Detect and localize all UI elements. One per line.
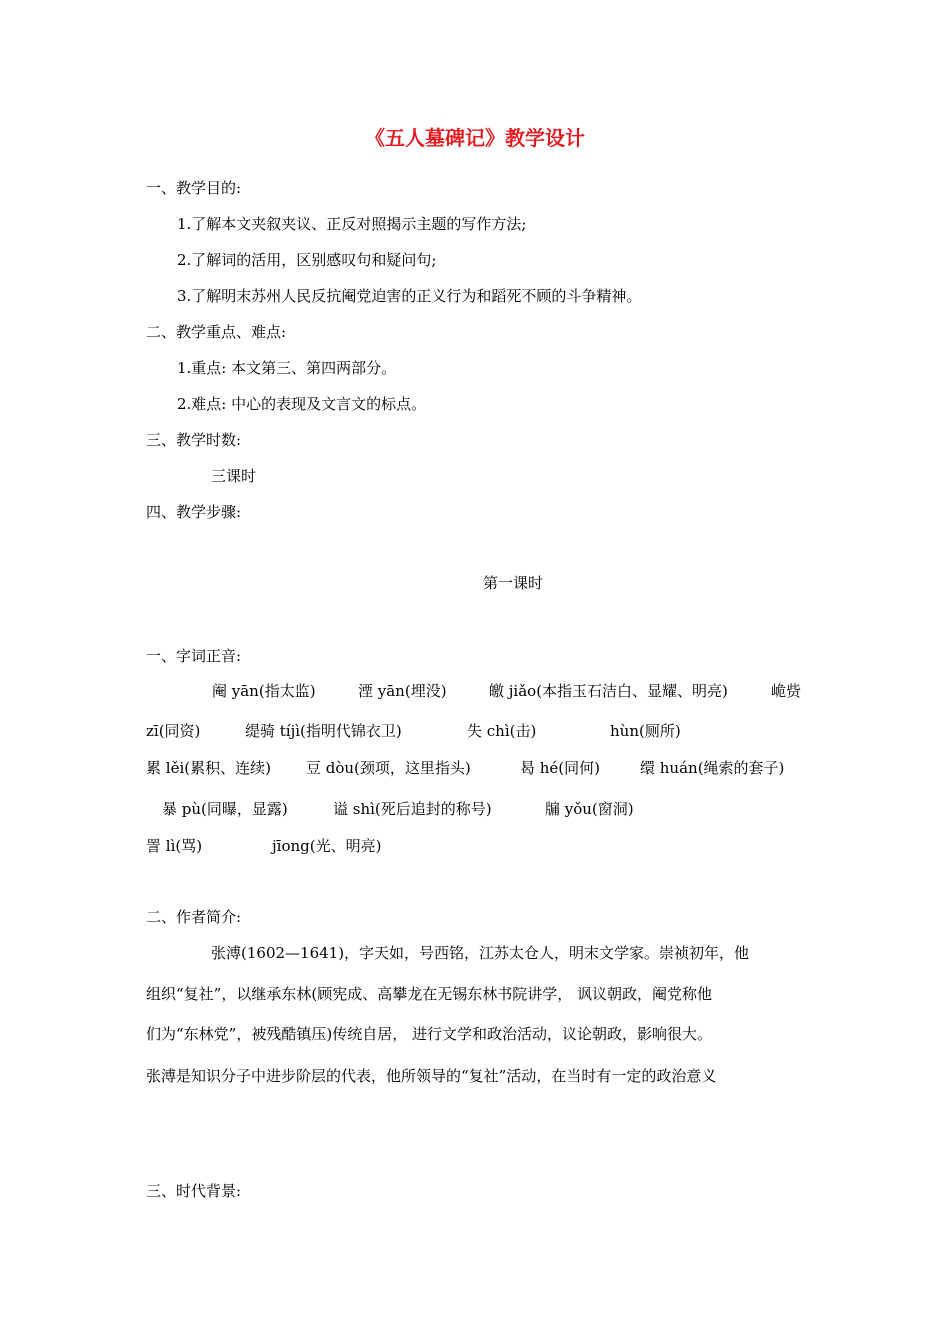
vocab-entry: 湮 yān(埋没) bbox=[358, 682, 447, 700]
background-heading: 三、时代背景: bbox=[146, 1182, 242, 1200]
section-heading-keypoints: 二、教学重点、难点: bbox=[146, 323, 287, 341]
vocab-entry: zī(同资) bbox=[146, 722, 201, 740]
vocab-entry: 皦 jiǎo(本指玉石洁白、显耀、明亮) bbox=[489, 682, 728, 700]
lesson-title: 第一课时 bbox=[482, 574, 543, 592]
hours-value: 三课时 bbox=[211, 467, 257, 485]
author-paragraph-line: 张溥是知识分子中进步阶层的代表，他所领导的“复社”活动，在当时有一定的政治意义 bbox=[146, 1067, 717, 1085]
page-title: 《五人墓碑记》教学设计 bbox=[365, 126, 585, 150]
author-paragraph-line: 组织“复社”，以继承东林(顾宪成、高攀龙在无锡东林书院讲学， 讽议朝政，阉党称他 bbox=[146, 985, 712, 1003]
objective-item: 1.了解本文夹叙夹议、正反对照揭示主题的写作方法; bbox=[177, 215, 527, 233]
author-heading: 二、作者简介: bbox=[146, 908, 242, 926]
vocab-entry: 失 chì(击) bbox=[467, 722, 537, 740]
vocab-entry: 曷 hé(同何) bbox=[520, 759, 601, 777]
vocab-entry: 缇骑 tíjì(指明代锦衣卫) bbox=[245, 722, 402, 740]
objective-item: 3.了解明末苏州人民反抗阉党迫害的正义行为和蹈死不顾的斗争精神。 bbox=[177, 287, 642, 305]
vocab-entry: 阉 yān(指太监) bbox=[212, 682, 316, 700]
author-paragraph-line: 张溥(1602—1641)，字天如，号西铭，江苏太仓人，明末文学家。崇祯初年，他 bbox=[211, 944, 750, 962]
vocab-entry: 谥 shì(死后追封的称号) bbox=[333, 800, 492, 818]
keypoint-item: 1.重点: 本文第三、第四两部分。 bbox=[177, 359, 397, 377]
vocab-entry: hùn(厕所) bbox=[610, 722, 681, 740]
vocab-entry: 峗赀 bbox=[771, 682, 802, 700]
vocab-entry: 詈 lì(骂) bbox=[146, 837, 203, 855]
vocab-entry: jīong(光、明亮) bbox=[272, 837, 382, 855]
section-heading-hours: 三、教学时数: bbox=[146, 431, 242, 449]
vocab-entry: 缳 huán(绳索的套子) bbox=[640, 759, 785, 777]
keypoint-item: 2.难点: 中心的表现及文言文的标点。 bbox=[177, 395, 427, 413]
vocab-entry: 豆 dòu(颈项，这里指头) bbox=[306, 759, 471, 777]
author-paragraph-line: 们为“东林党”，被残酷镇压)传统自居， 进行文学和政治活动，议论朝政，影响很大。 bbox=[146, 1025, 712, 1043]
section-heading-objectives: 一、教学目的: bbox=[146, 179, 242, 197]
objective-item: 2.了解词的活用，区别感叹句和疑问句; bbox=[177, 251, 437, 269]
section-heading-steps: 四、教学步骤: bbox=[146, 503, 242, 521]
vocab-heading: 一、字词正音: bbox=[146, 647, 242, 665]
vocab-entry: 累 lěi(累积、连续) bbox=[146, 759, 271, 777]
vocab-entry: 牖 yǒu(窗洞) bbox=[545, 800, 634, 818]
vocab-entry: 暴 pù(同曝，显露) bbox=[162, 800, 288, 818]
